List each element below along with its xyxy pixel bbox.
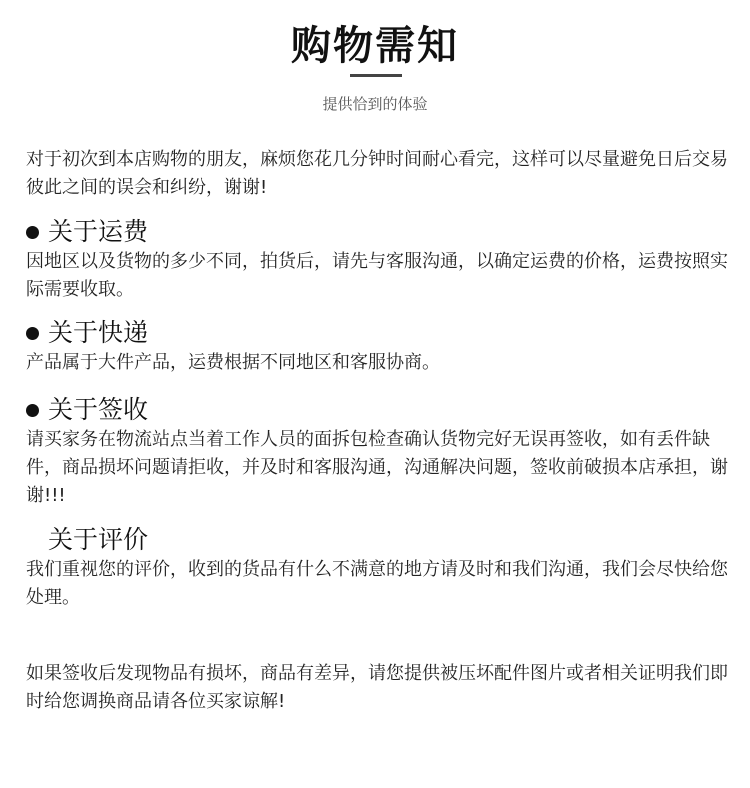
- section-body: 产品属于大件产品，运费根据不同地区和客服协商。: [26, 352, 440, 373]
- bullet-icon: [26, 226, 39, 239]
- footer-note: 如果签收后发现物品有损坏，商品有差异，请您提供被压坏配件图片或者相关证明我们即时给您调换商品请各位买家谅解!: [26, 663, 728, 712]
- section-shipping-fee: [26, 216, 734, 304]
- footer-block: [26, 660, 734, 716]
- intro-text: 对于初次到本店购物的朋友，麻烦您花几分钟时间耐心看完，这样可以尽量避免日后交易彼此之间的误会和纠纷，谢谢!: [26, 149, 728, 198]
- title-underline: [350, 74, 402, 77]
- section-heading-text: 关于签收: [48, 395, 149, 424]
- section-body: 请买家务在物流站点当着工作人员的面拆包检查确认货物完好无误再签收，如有丢件缺件，商品损坏问题请拒收，并及时和客服沟通，沟通解决问题，签收前破损本店承担，谢谢!!!: [26, 429, 728, 506]
- section-courier: [26, 317, 734, 377]
- section-body: 我们重视您的评价，收到的货品有什么不满意的地方请及时和我们沟通，我们会尽快给您处理。: [26, 559, 728, 608]
- page-subtitle: 提供恰到的体验: [322, 95, 428, 113]
- section-review: [26, 524, 734, 612]
- section-body: 因地区以及货物的多少不同，拍货后，请先与客服沟通，以确定运费的价格，运费按照实际需要收取。: [26, 251, 728, 300]
- section-heading: [26, 394, 734, 426]
- section-heading-text: 关于运费: [48, 217, 149, 246]
- intro-block: [26, 146, 734, 202]
- section-heading: [26, 216, 734, 248]
- section-heading-text: 关于快递: [48, 318, 149, 347]
- bullet-icon: [26, 327, 39, 340]
- section-heading: [26, 524, 734, 556]
- section-heading-text: 关于评价: [48, 525, 149, 554]
- page-title: 购物需知: [291, 23, 459, 69]
- section-signing: [26, 394, 734, 510]
- bullet-icon: [26, 404, 39, 417]
- section-heading: [26, 317, 734, 349]
